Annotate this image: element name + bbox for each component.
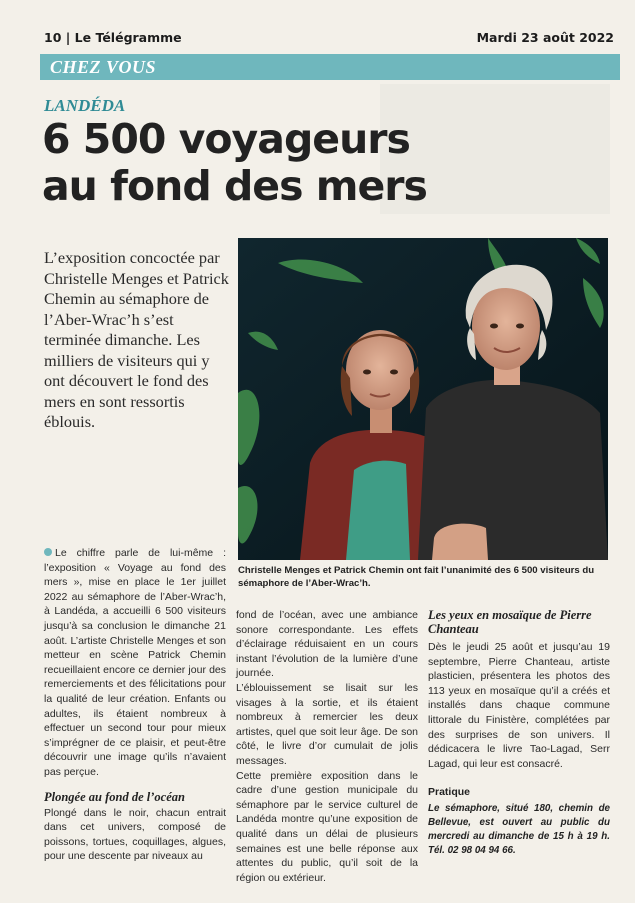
column-2-paragraph-2: L’éblouissement se lisait sur les visages à la sortie, et ils étaient nombreux à remercier les deux artistes, quel que soit leur âge. De son côté, le livre d’or cumulait de jolis messages. (236, 681, 418, 767)
column-2-paragraph-3: Cette première exposition dans le cadre d’une gestion municipale du sémaphore par le service culturel de Landéda montre qu’une exposition de qualité dans un délai de plusieurs semaines est une belle réponse aux attentes du public, qu’il soit de la région ou extérieur. (236, 769, 418, 884)
article-photo (238, 238, 608, 560)
article-column-1 (44, 546, 226, 864)
photo-caption: Christelle Menges et Patrick Chemin ont fait l’unanimité des 6 500 visiteurs du sémaphore de l’Aber-Wrac’h. (238, 565, 595, 589)
page-number-masthead: 10 | Le Télégramme (44, 30, 182, 45)
column-1-paragraph (44, 546, 226, 780)
pratique-heading: Pratique (428, 786, 471, 799)
bullet-dot-icon (44, 548, 52, 556)
page-header (44, 30, 614, 46)
section-banner (40, 54, 620, 80)
headline-line-2: au fond des mers (42, 162, 427, 210)
pratique-info: Le sémaphore, situé 180, chemin de Bellevue, est ouvert au public du mercredi au dimanche de 15 h à 19 h. Tél. 02 98 04 94 66. (428, 802, 610, 856)
headline-line-1: 6 500 voyageurs (42, 115, 410, 163)
publication-date: Mardi 23 août 2022 (476, 30, 614, 45)
article-headline (42, 116, 602, 210)
subheading-plongee: Plongée au fond de l’océan (44, 789, 185, 804)
column-1-text: Le chiffre parle de lui-même : l’exposition « Voyage au fond des mers », mise en place le 1er juillet 2022 au sémaphore de l’Aber-Wrac’h, à Landéda, a accueilli 6 500 visiteurs jusqu’à sa conclusion le dimanche 21 août. L’artiste Christelle Menges et son metteur en scène Patrick Chemin recueillaient encore ce dernier jour des remerciements et des félicitations pour la qualité de leur création. Enfants ou adultes, ils étaient nombreux à effectuer un second tour pour mieux s’imprégner de ce plaisir, et peut-être découvrir une image qu’ils n’avaient pas perçue. (44, 547, 226, 778)
section-label: CHEZ VOUS (50, 57, 157, 77)
article-lead: L’exposition concoctée par Christelle Menges et Patrick Chemin au sémaphore de l’Aber-Wrac’h s’est terminée dimanche. Les milliers de visiteurs qui y ont découvert le fond des mers en sont ressortis éblouis. (44, 248, 229, 431)
subheading-mosaique: Les yeux en mosaïque de Pierre Chanteau (428, 608, 592, 636)
article-column-2 (236, 608, 418, 885)
column-1-paragraph-2: Plongé dans le noir, chacun entrait dans cet univers, composé de poissons, tortues, coquillages, algues, pour une descente par niveaux au (44, 806, 226, 863)
column-3-paragraph: Dès le jeudi 25 août et jusqu’au 19 septembre, Pierre Chanteau, artiste plasticien, présentera les photos des 113 yeux en mosaïque qu’il a créés et installés dans chaque commune littorale du Finistère, complétées par des surprises de son univers. Il dédicacera le livre Tao-Lagad, Serr Lagad, qui leur est consacré. (428, 641, 610, 770)
article-kicker: LANDÉDA (44, 96, 126, 115)
article-column-3 (428, 608, 610, 858)
column-2-paragraph-1: fond de l’océan, avec une ambiance sonore correspondante. Les effets d’éclairage réduisaient en un cours instant l’évolution de la lumière d’une journée. (236, 609, 418, 680)
